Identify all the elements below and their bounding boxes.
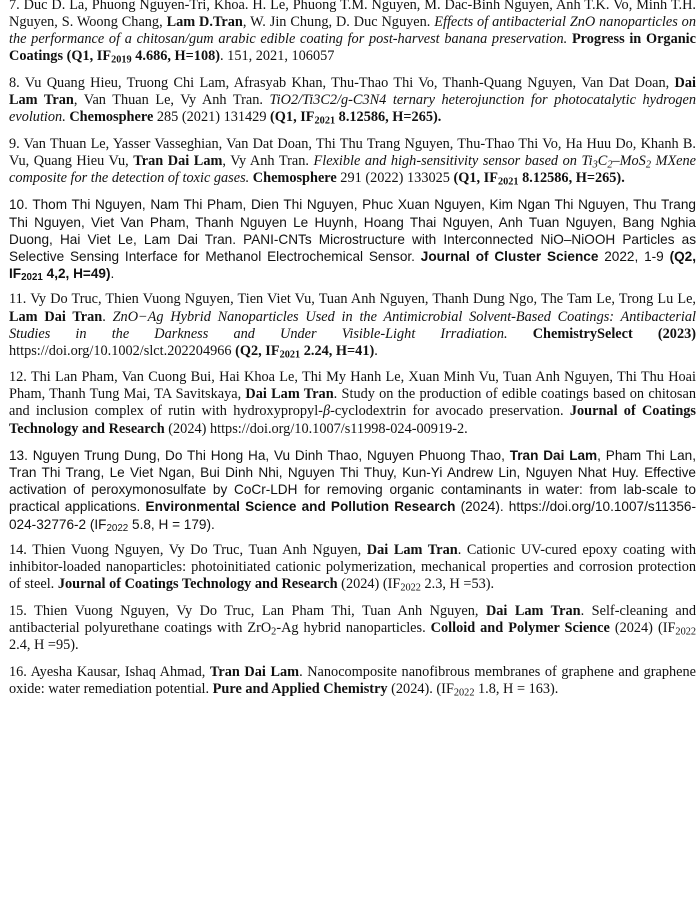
- text-run: 5.8, H = 179).: [128, 516, 215, 532]
- text-run: (2024). https://doi.org/10.1007/s11356-024-32776-2 (IF: [9, 499, 696, 532]
- italic-title: Flexible and high-sensitivity sensor based on Ti: [313, 152, 593, 169]
- bold-text: 4.686, H=108): [131, 48, 221, 65]
- publication-entry-10: [9, 196, 696, 281]
- bold-text: (Q2, IF: [235, 342, 280, 359]
- bold-text: Tran Dai Lam: [209, 663, 300, 680]
- text-run: (2024) https://doi.org/10.1007/s11998-024-00919-2.: [164, 420, 468, 437]
- bold-text: Lam D.Tran: [166, 14, 243, 31]
- bold-text: Tran Dai Lam: [509, 448, 598, 464]
- italic-title: ZnO−Ag Hybrid Nanoparticles Used in the Antimicrobial Solvent-Based Coatings: Antibacterial Studies in the Darkness and Under Visible-Light Irradiation.: [9, 308, 696, 342]
- text-run: . Self-cleaning and antibacterial polyurethane coatings with ZrO: [9, 602, 696, 636]
- bold-text: Dai Lam Tran: [9, 74, 696, 108]
- subscript: 2021: [21, 271, 43, 283]
- text-run: 2022, 1-9: [598, 248, 670, 264]
- text-run: .: [110, 265, 115, 281]
- text-run: https://doi.org/10.1002/slct.202204966: [9, 342, 236, 359]
- text-run: . Study on the production of edible coatings based on chitosan and inclusion complex of rutin with hydroxypropyl-: [9, 386, 696, 420]
- bold-text: Journal of Cluster Science: [420, 248, 599, 264]
- subscript: 2021: [497, 176, 519, 188]
- bold-text: Pure and Applied Chemistry: [212, 680, 388, 697]
- text-run: . Nanocomposite nanofibrous membranes of graphene and graphene oxide: water remediation potential.: [9, 663, 697, 697]
- subscript: 2: [607, 159, 613, 170]
- subscript: 2021: [314, 115, 336, 127]
- bold-text: Lam Dai Tran: [9, 308, 103, 325]
- text-run: -Ag hybrid nanoparticles.: [276, 620, 431, 636]
- text-run: 9. Van Thuan Le, Yasser Vasseghian, Van Dat Doan, Thi Thu Trang Nguyen, Thu-Thao Thi Vo, Ha Huu Do, Khanh B. Vu, Quang Hieu Vu,: [9, 135, 696, 169]
- text-run: 16. Ayesha Kausar, Ishaq Ahmad,: [9, 663, 210, 680]
- subscript: 2022: [675, 626, 696, 638]
- text-run: 291 (2022) 133025: [336, 169, 454, 186]
- text-run: 285 (2021) 131429: [153, 109, 271, 126]
- subscript: 2021: [279, 348, 301, 360]
- italic-title: C: [597, 152, 608, 169]
- text-run: 13. Nguyen Trung Dung, Do Thi Hong Ha, Vu Dinh Thao, Nguyen Phuong Thao,: [9, 448, 510, 464]
- text-run: . 151, 2021, 106057: [220, 48, 335, 65]
- bold-text: (Q1, IF: [270, 109, 315, 126]
- bold-text: ChemistrySelect (2023): [532, 325, 697, 342]
- text-run: 1.8, H = 163).: [474, 680, 559, 697]
- bold-text: 4,2, H=49): [42, 265, 111, 281]
- subscript: 2022: [453, 687, 475, 699]
- publication-entry-9: [9, 136, 696, 187]
- text-run: 7. Duc D. La, Phuong Nguyen-Tri, Khoa. H. Le, Phuong T.M. Nguyen, M. Dac-Binh Nguyen, Anh T.K. Vo, Minh T.H. Nguyen, S. Woong Chang,: [9, 0, 696, 31]
- bold-text: Tran Dai Lam: [133, 152, 223, 169]
- text-run: 14. Thien Vuong Nguyen, Vy Do Truc, Tuan Anh Nguyen,: [9, 542, 367, 559]
- text-run: 15. Thien Vuong Nguyen, Vy Do Truc, Lan Pham Thi, Tuan Anh Nguyen,: [9, 602, 486, 619]
- text-run: (2024) (IF: [337, 576, 401, 593]
- italic-title: –MoS: [612, 152, 646, 169]
- text-run: . Cationic UV-cured epoxy coating with inhibitor-loaded nanoparticles: photoinitiated cationic polymerization, mechanical properties and corrosion protection of steel.: [9, 542, 696, 593]
- italic-title: MXene composite for the detection of toxic gases.: [9, 152, 697, 186]
- subscript: 2022: [106, 522, 129, 534]
- publication-entry-7: [9, 0, 696, 65]
- text-run: , Pham Thi Lan, Tran Thi Trang, Le Viet Ngan, Bui Dinh Nhi, Nguyen Thi Thuy, Kun-Yi Andrew Lin, Nguyen Nhat Huy. Effective activation of peroxymonosulfate by CoCr-LDH for removing organic contaminants in water: from lab-scale to practical applications.: [9, 448, 696, 515]
- text-run: 11. Vy Do Truc, Thien Vuong Nguyen, Tien Viet Vu, Tuan Anh Nguyen, Thanh Dung Ngo, The Tam Le, Trong Lu Le,: [9, 291, 696, 308]
- text-run: 10. Thom Thi Nguyen, Nam Thi Pham, Dien Thi Nguyen, Phuc Xuan Nguyen, Kim Ngan Thi Nguyen, Thu Trang Thi Nguyen, Viet Van Pham, Thanh Nguyen Le Huynh, Hoang Thai Nguyen, Anh Tuan Nguyen, Bang Nghia Duong, Hai Viet Le, Lam Dai Tran. PANI-CNTs Microstructure with Interconnected NiO–NiOOH Particles as Selective Sensing Interface for Methanol Electrochemical Sensor.: [9, 197, 696, 264]
- subscript: 2: [271, 626, 277, 638]
- text-run: , Van Thuan Le, Vy Anh Tran.: [73, 91, 270, 108]
- subscript: 2: [645, 159, 651, 170]
- bold-text: Chemosphere: [69, 109, 154, 126]
- bold-text: Dai Lam Tran: [245, 386, 334, 403]
- publication-entry-8: [9, 75, 696, 126]
- subscript: 3: [592, 159, 598, 170]
- subscript: 2019: [111, 54, 132, 66]
- italic-title: TiO2/Ti3C2/g-C3N4 ternary heterojunction for photocatalytic hydrogen evolution.: [9, 91, 696, 126]
- publication-entry-15: [9, 603, 696, 654]
- bold-text: (Q2, IF: [9, 248, 696, 281]
- bold-text: Progress in Organic Coatings (Q1, IF: [9, 31, 696, 65]
- text-run: 8. Vu Quang Hieu, Truong Chi Lam, Afrasyab Khan, Thu-Thao Thi Vo, Thanh-Quang Nguyen, Van Dat Doan,: [9, 74, 675, 91]
- publication-entry-14: [9, 542, 696, 593]
- bold-text: Journal of Coatings Technology and Research: [9, 403, 696, 437]
- publication-entry-12: [9, 369, 696, 437]
- bold-text: 2.24, H=41): [300, 342, 375, 359]
- publication-entry-11: [9, 291, 696, 359]
- text-run: 2.3, H =53).: [420, 576, 495, 593]
- bold-text: 8.12586, H=265).: [518, 169, 625, 186]
- italic-title: Effects of antibacterial ZnO nanoparticles on the performance of a chitosan/gum arabic edible coating for post-harvest banana preservation.: [9, 14, 696, 48]
- bold-text: Journal of Coatings Technology and Research: [57, 576, 338, 593]
- bold-text: Chemosphere: [252, 169, 337, 186]
- bold-text: 8.12586, H=265).: [335, 109, 442, 126]
- bold-text: (Q1, IF: [453, 169, 498, 186]
- publication-entry-16: [9, 664, 696, 698]
- bold-text: Dai Lam Tran: [366, 542, 458, 559]
- text-run: [508, 326, 533, 342]
- text-run: 12. Thi Lan Pham, Van Cuong Bui, Hai Khoa Le, Thi My Hanh Le, Xuan Minh Vu, Tuan Anh Nguyen, Thi Thu Hoai Pham, Thanh Tung Mai, TA Savitskaya,: [9, 369, 696, 403]
- bold-text: Dai Lam Tran: [485, 602, 581, 619]
- text-run: -cyclodextrin for avocado preservation.: [330, 403, 570, 420]
- subscript: 2022: [400, 582, 421, 594]
- bold-text: Colloid and Polymer Science: [430, 620, 610, 636]
- text-run: (2024) (IF: [609, 620, 676, 636]
- bold-text: Environmental Science and Pollution Research: [145, 499, 456, 515]
- text-run: .: [374, 342, 378, 359]
- publication-entry-13: [9, 447, 696, 532]
- text-run: 2.4, H =95).: [9, 637, 79, 654]
- text-run: (2024). (IF: [387, 680, 454, 697]
- text-run: .: [102, 308, 113, 325]
- text-run: , Vy Anh Tran.: [222, 152, 314, 169]
- italic-title: β: [322, 403, 331, 420]
- text-run: , W. Jin Chung, D. Duc Nguyen.: [242, 14, 435, 31]
